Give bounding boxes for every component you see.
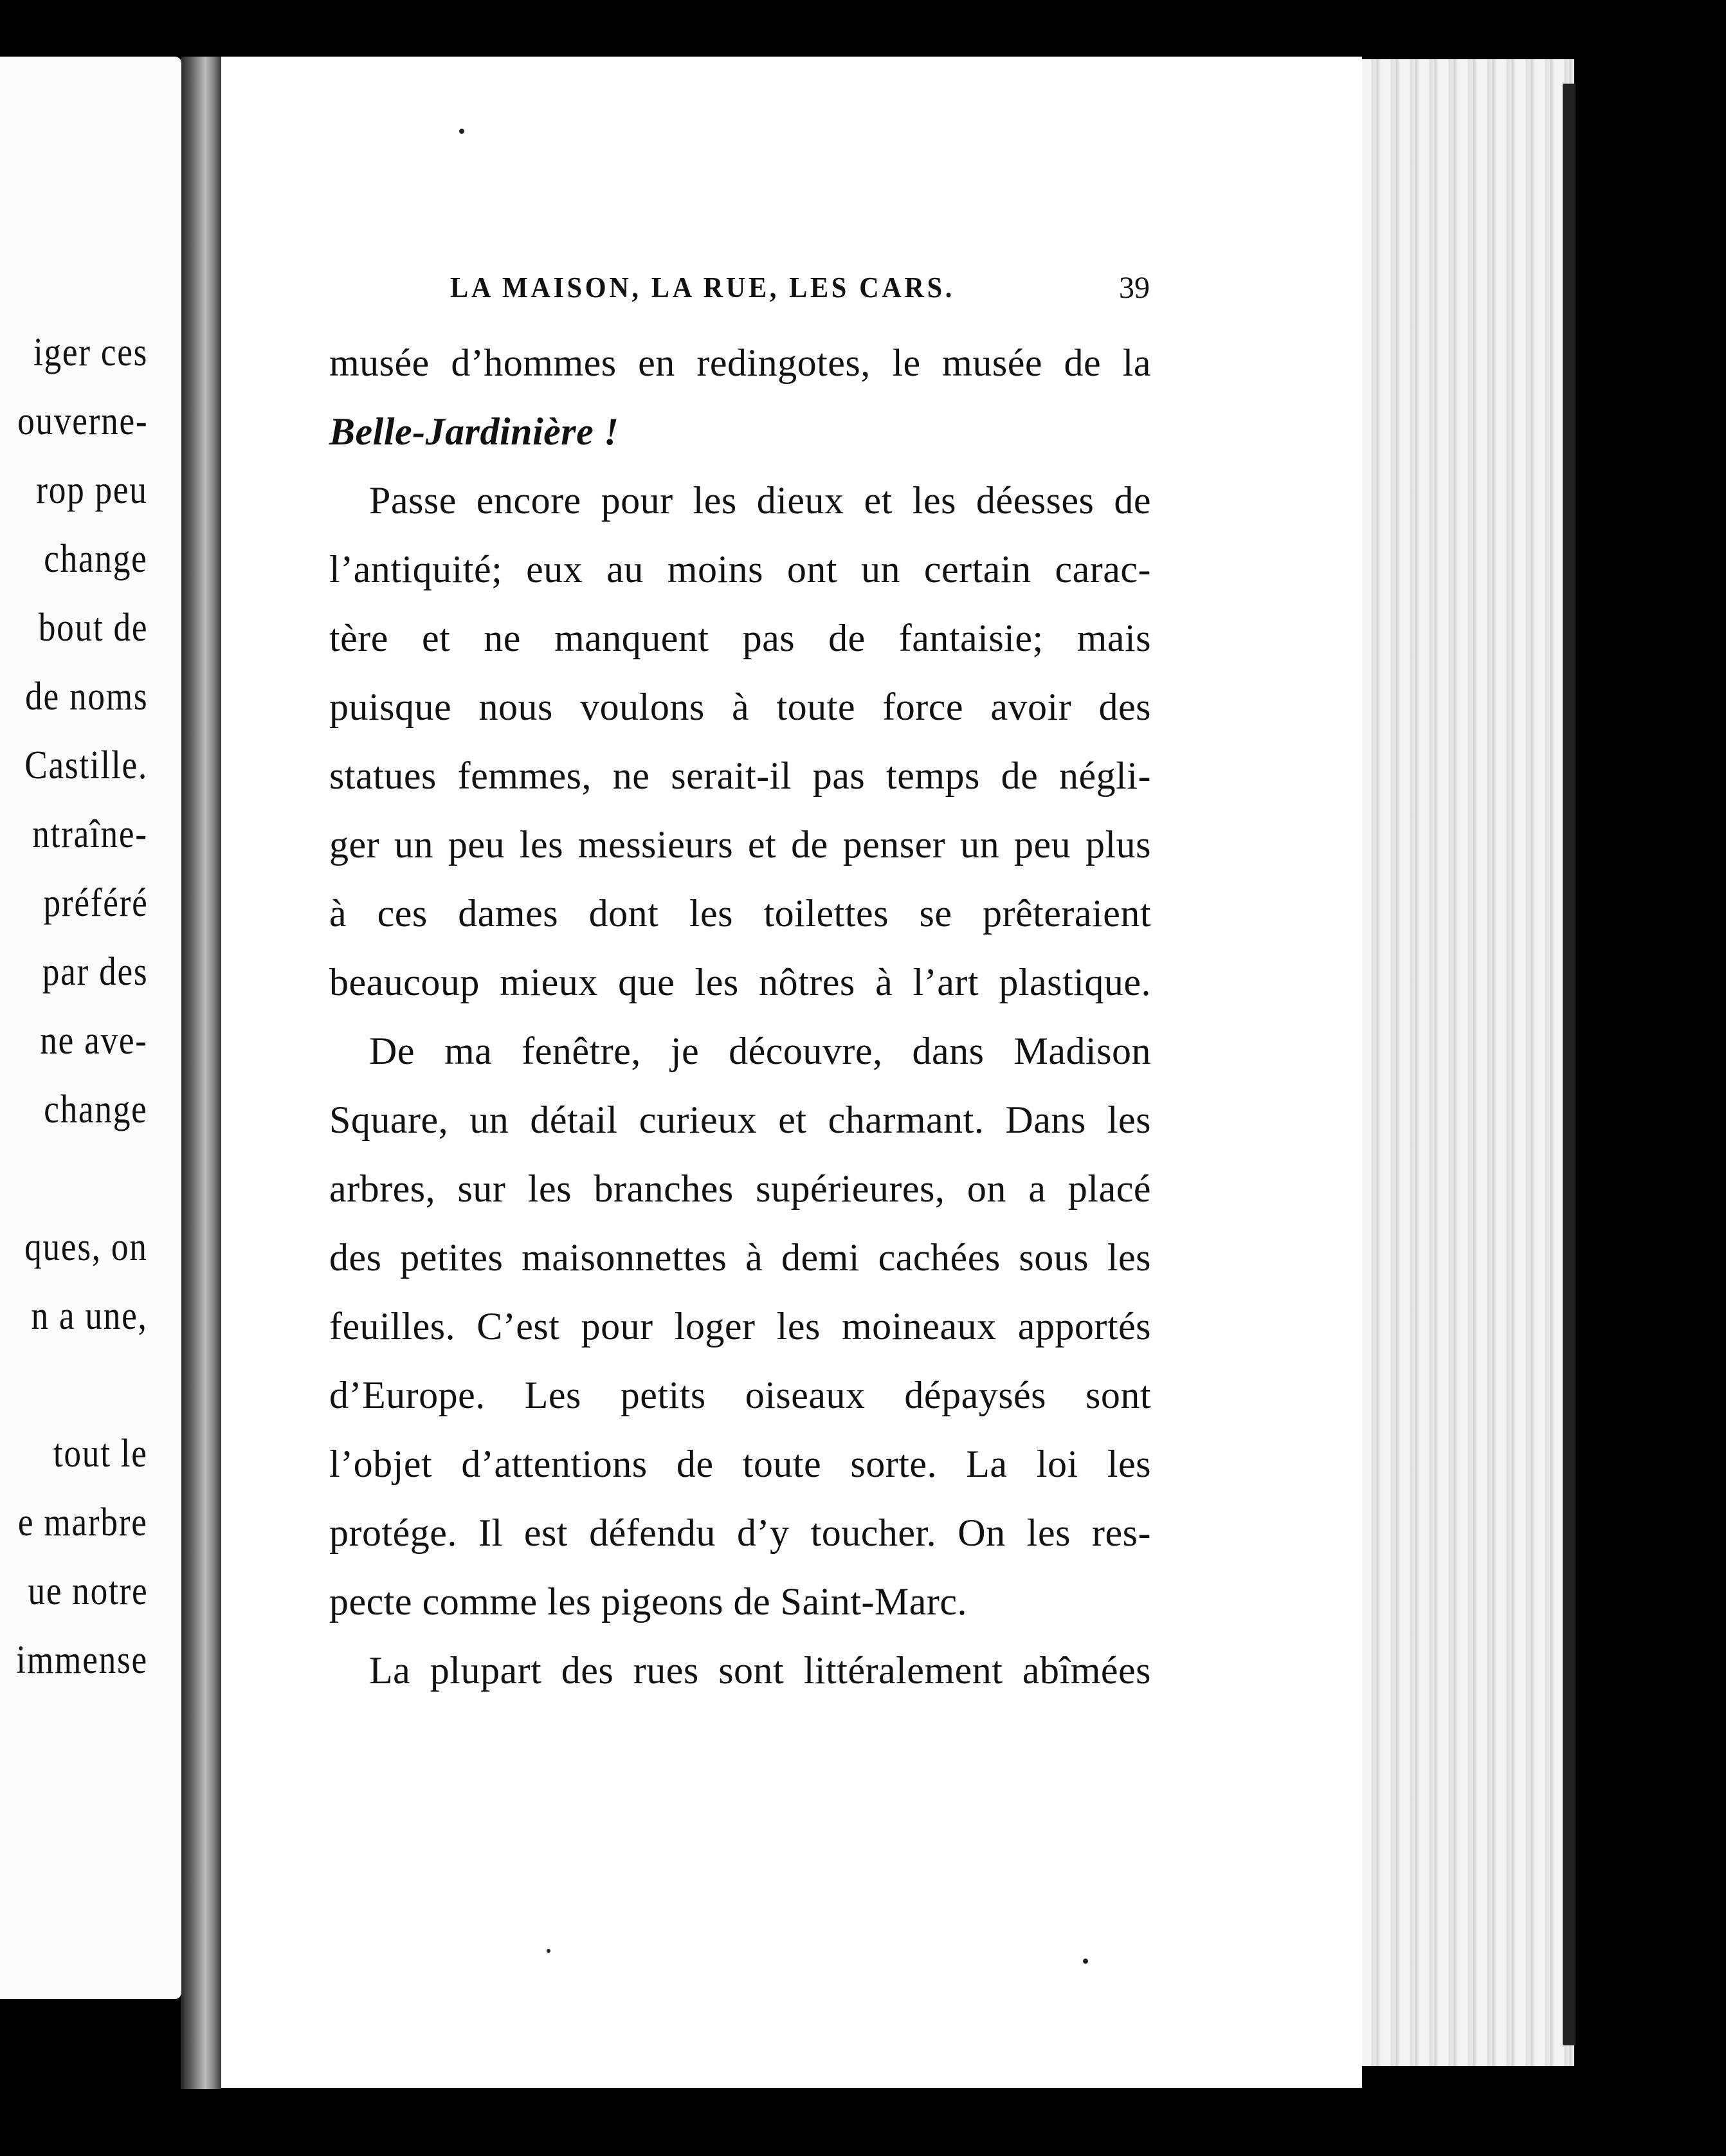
running-head: LA MAISON, LA RUE, LES CARS. [450, 271, 955, 304]
left-page-line: iger ces [33, 331, 148, 374]
book-gutter [181, 57, 221, 2089]
text-line: pecte comme les pigeons de Saint-Marc. [329, 1580, 968, 1623]
text-line: Square, un détail curieux et charmant. Dans les [329, 1099, 1151, 1141]
left-page-line: ntraîne- [32, 812, 148, 856]
text-line: l’objet d’attentions de toute sorte. La loi les [329, 1443, 1151, 1485]
left-page-line: ouverne- [17, 399, 148, 443]
left-page-line: par des [42, 950, 148, 994]
left-page-line: préféré [43, 881, 148, 925]
text-line: protége. Il est défendu d’y toucher. On les res- [329, 1512, 1151, 1554]
text-line: des petites maisonnettes à demi cachées sous les [329, 1236, 1151, 1279]
left-page-line: bout de [38, 606, 148, 650]
paper-speck [547, 1949, 550, 1953]
left-page-line: de noms [24, 675, 148, 718]
page-edge-stack [1362, 59, 1574, 2066]
text-line: Belle-Jardinière ! [329, 410, 619, 453]
text-line: Passe encore pour les dieux et les déesses de [369, 479, 1151, 522]
paper-speck [459, 129, 464, 134]
left-page-line: Castille. [24, 744, 148, 787]
text-line: à ces dames dont les toilettes se prêteraient [329, 892, 1151, 935]
left-page-line: immense [16, 1638, 148, 1682]
text-line: beaucoup mieux que les nôtres à l’art plastique. [329, 961, 1151, 1003]
left-page-line: change [44, 1088, 148, 1131]
text-line: d’Europe. Les petits oiseaux dépaysés sont [329, 1374, 1151, 1416]
text-line: arbres, sur les branches supérieures, on a placé [329, 1167, 1151, 1210]
left-page-line: tout le [53, 1432, 148, 1475]
text-line: statues femmes, ne serait-il pas temps de négli- [329, 754, 1151, 797]
left-page-line: ne ave- [40, 1019, 148, 1063]
text-line: musée d’hommes en redingotes, le musée de la [329, 342, 1151, 384]
left-page-line: ques, on [24, 1225, 148, 1269]
paper-speck [1083, 1959, 1088, 1964]
text-line: tère et ne manquent pas de fantaisie; mais [329, 617, 1151, 659]
text-line: ger un peu les messieurs et de penser un peu plus [329, 823, 1151, 866]
text-line: La plupart des rues sont littéralement abîmées [369, 1649, 1151, 1692]
left-page-line: change [44, 537, 148, 581]
left-page-line: ue notre [28, 1569, 148, 1613]
text-line: feuilles. C’est pour loger les moineaux apportés [329, 1305, 1151, 1348]
page-edge-shadow [1563, 84, 1576, 2045]
text-line: De ma fenêtre, je découvre, dans Madison [369, 1030, 1151, 1072]
text-line: puisque nous voulons à toute force avoir des [329, 686, 1151, 728]
left-facing-page [0, 57, 181, 1999]
page-number: 39 [1119, 271, 1150, 305]
left-page-line: e marbre [18, 1501, 148, 1544]
left-page-line: n a une, [31, 1294, 148, 1338]
text-line: l’antiquité; eux au moins ont un certain carac- [329, 548, 1151, 590]
left-page-line: rop peu [36, 468, 148, 512]
